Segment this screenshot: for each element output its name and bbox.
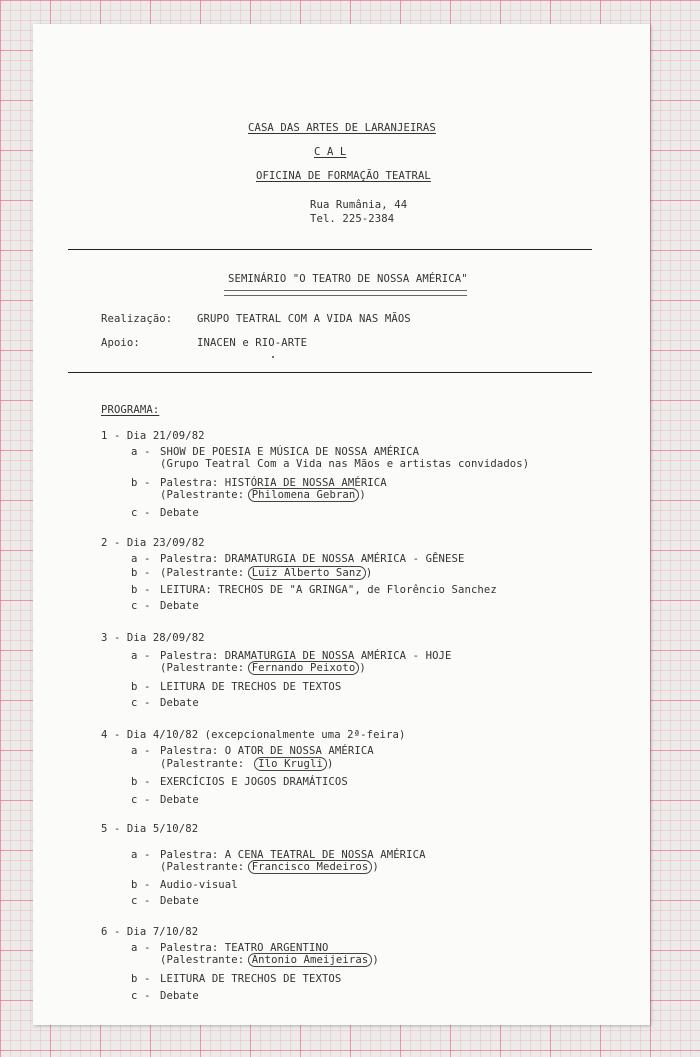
day-4-item-text: Palestra: O ATOR DE NOSSA AMÉRICA xyxy=(160,745,374,757)
day-5-item-text: Audio-visual xyxy=(160,879,238,891)
day-3-label: 3 - Dia 28/09/82 xyxy=(101,632,205,644)
day-4-item-text: EXERCÍCIOS E JOGOS DRAMÁTICOS xyxy=(160,776,348,788)
day-6-item-text: Debate xyxy=(160,990,199,1002)
day-6-item-text: LEITURA DE TRECHOS DE TEXTOS xyxy=(160,973,342,985)
day-2-item-marker: a - xyxy=(131,553,151,565)
speaker-name: Luiz Alberto Sanz xyxy=(248,566,366,580)
day-2-item-marker: b - xyxy=(131,584,151,596)
day-5-item-text: Palestra: A CENA TEATRAL DE NOSSA AMÉRICA xyxy=(160,849,426,861)
day-3-item-marker: c - xyxy=(131,697,151,709)
day-2-speaker-line: (Palestrante: Luiz Alberto Sanz ) xyxy=(160,567,373,579)
day-3-speaker-line: (Palestrante: Fernando Peixoto ) xyxy=(160,662,366,674)
apoio-value: INACEN e RIO-ARTE xyxy=(197,337,308,349)
speaker-name: Fernando Peixoto xyxy=(248,661,360,675)
day-4-item-text: Debate xyxy=(160,794,199,806)
day-3-item-text: LEITURA DE TRECHOS DE TEXTOS xyxy=(160,681,342,693)
day-1-item-marker: b - xyxy=(131,477,151,489)
day-5-item-text: Debate xyxy=(160,895,199,907)
speaker-name: Ilo Krugli xyxy=(254,757,327,771)
address: Rua Rumânia, 44 xyxy=(310,199,408,211)
day-6-item-marker: b - xyxy=(131,973,151,985)
day-2-item-marker: c - xyxy=(131,600,151,612)
day-1-item-marker: a - xyxy=(131,446,151,458)
day-5-speaker-line: (Palestrante: Francisco Medeiros ) xyxy=(160,861,379,873)
divider-bottom xyxy=(68,372,592,373)
day-4-label: 4 - Dia 4/10/82 (excepcionalmente uma 2ª-feira) xyxy=(101,729,406,741)
programa-heading: PROGRAMA: xyxy=(101,404,160,416)
speaker-name: Philomena Gebran xyxy=(248,488,360,502)
day-2-item-text: Debate xyxy=(160,600,199,612)
day-1-item-marker: c - xyxy=(131,507,151,519)
day-2-item-text: LEITURA: TRECHOS DE "A GRINGA", de Florêncio Sanchez xyxy=(160,584,497,596)
realizacao-label: Realização: xyxy=(101,313,173,325)
day-1-item-text: SHOW DE POESIA E MÚSICA DE NOSSA AMÉRICA xyxy=(160,446,420,458)
day-3-item-marker: a - xyxy=(131,650,151,662)
speaker-name: Francisco Medeiros xyxy=(248,860,373,874)
day-4-item-marker: c - xyxy=(131,794,151,806)
speaker-name: Antonio Ameijeiras xyxy=(248,953,373,967)
day-6-item-marker: a - xyxy=(131,942,151,954)
day-5-item-marker: a - xyxy=(131,849,151,861)
day-6-item-marker: c - xyxy=(131,990,151,1002)
day-2-item-marker: b - xyxy=(131,567,151,579)
day-2-label: 2 - Dia 23/09/82 xyxy=(101,537,205,549)
day-6-label: 6 - Dia 7/10/82 xyxy=(101,926,199,938)
day-3-item-text: Debate xyxy=(160,697,199,709)
realizacao-value: GRUPO TEATRAL COM A VIDA NAS MÃOS xyxy=(197,313,411,325)
day-5-item-marker: c - xyxy=(131,895,151,907)
day-1-speaker-line: (Palestrante: Philomena Gebran ) xyxy=(160,489,366,501)
day-6-speaker-line: (Palestrante: Antonio Ameijeiras ) xyxy=(160,954,379,966)
institution-acronym: C A L xyxy=(314,146,347,158)
day-2-item-text: Palestra: DRAMATURGIA DE NOSSA AMÉRICA - GÊNESE xyxy=(160,553,465,565)
title-double-underline xyxy=(224,290,467,296)
day-4-item-marker: a - xyxy=(131,745,151,757)
day-6-item-text: Palestra: TEATRO ARGENTINO xyxy=(160,942,329,954)
stray-mark xyxy=(272,356,274,358)
divider-top xyxy=(68,249,592,250)
day-5-label: 5 - Dia 5/10/82 xyxy=(101,823,199,835)
day-4-item-marker: b - xyxy=(131,776,151,788)
day-5-item-marker: b - xyxy=(131,879,151,891)
apoio-label: Apoio: xyxy=(101,337,140,349)
day-3-item-text: Palestra: DRAMATURGIA DE NOSSA AMÉRICA - HOJE xyxy=(160,650,452,662)
day-4-speaker-line: (Palestrante: Ilo Krugli ) xyxy=(160,758,334,770)
institution-name: CASA DAS ARTES DE LARANJEIRAS xyxy=(248,122,436,134)
day-1-item-text: Palestra: HISTÓRIA DE NOSSA AMÉRICA xyxy=(160,477,387,489)
workshop-name: OFICINA DE FORMAÇÃO TEATRAL xyxy=(256,170,431,182)
phone: Tel. 225-2384 xyxy=(310,213,395,225)
day-3-item-marker: b - xyxy=(131,681,151,693)
day-1-item-text: (Grupo Teatral Com a Vida nas Mãos e artistas convidados) xyxy=(160,458,530,470)
seminar-title: SEMINÁRIO "O TEATRO DE NOSSA AMÉRICA" xyxy=(228,273,468,285)
day-1-label: 1 - Dia 21/09/82 xyxy=(101,430,205,442)
day-1-item-text: Debate xyxy=(160,507,199,519)
